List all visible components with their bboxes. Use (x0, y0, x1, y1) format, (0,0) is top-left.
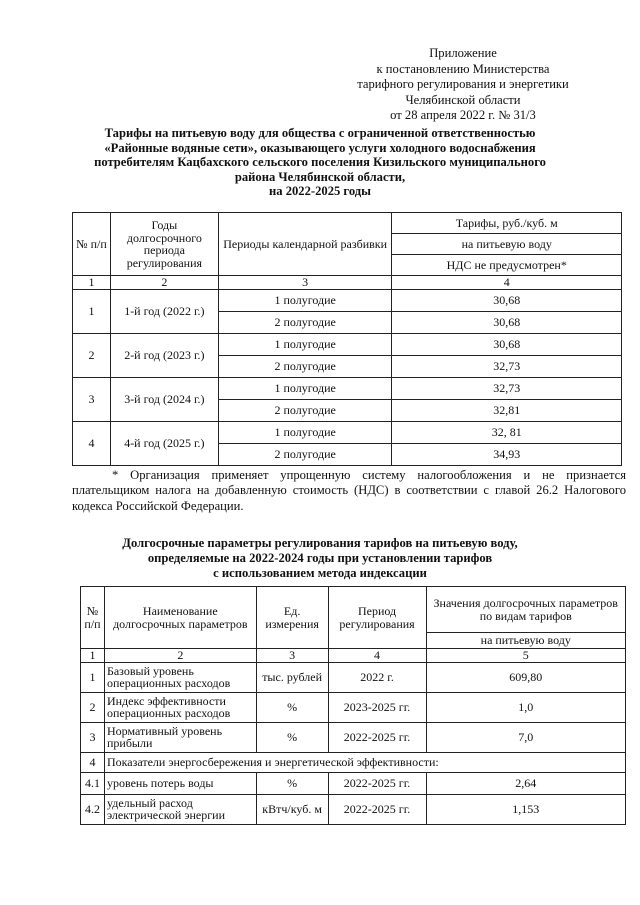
row-value: 32,81 (392, 399, 622, 421)
row-num: 2 (81, 692, 105, 722)
row-value: 34,93 (392, 443, 622, 465)
appendix-header (300, 46, 626, 124)
row-period: 2022-2025 гг. (328, 772, 426, 794)
row-period: 2022 г. (328, 662, 426, 692)
row-name: уровень потерь воды (104, 772, 256, 794)
parameters-title (60, 536, 580, 580)
row-num: 1 (81, 662, 105, 692)
row-period: 2 полугодие (218, 355, 392, 377)
table-row (81, 794, 626, 824)
row-period: 1 полугодие (218, 333, 392, 355)
footnote-text: * Организация применяет упрощенную систему налогообложения и не признается плательщиком налога на добавленную стоимость (НДС) в соответствии с главой 26.2 Налогового кодекса Российской Федерации. (72, 468, 626, 513)
row-period: 2 полугодие (218, 311, 392, 333)
row-unit: % (256, 722, 328, 752)
title-line: района Челябинской области, (234, 169, 406, 184)
row-num: 4.1 (81, 772, 105, 794)
row-name: Базовый уровень операционных расходов (104, 662, 256, 692)
row-unit: % (256, 692, 328, 722)
header-num: № п/п (73, 213, 111, 276)
row-num: 4.2 (81, 794, 105, 824)
row-value: 30,68 (392, 311, 622, 333)
table-row (73, 289, 622, 311)
row-period: 1 полугодие (218, 289, 392, 311)
vat-footnote (72, 468, 626, 514)
title-line: с использованием метода индексации (213, 565, 427, 580)
row-period: 2 полугодие (218, 399, 392, 421)
header-vat: НДС не предусмотрен* (392, 255, 622, 276)
row-value: 32, 81 (392, 421, 622, 443)
row-period: 2 полугодие (218, 443, 392, 465)
title-line: определяемые на 2022-2024 годы при установлении тарифов (147, 550, 493, 565)
title-line: на 2022-2025 годы (269, 184, 371, 199)
row-period: 1 полугодие (218, 377, 392, 399)
column-number: 1 (73, 276, 111, 290)
appendix-line: от 28 апреля 2022 г. № 31/3 (390, 108, 536, 123)
table-row (81, 722, 626, 752)
column-number: 1 (81, 649, 105, 663)
header-years: Годы долгосрочного периода регулирования (110, 213, 218, 276)
parameters-table (80, 586, 626, 825)
row-name: Индекс эффективности операционных расходов (104, 692, 256, 722)
row-year: 4-й год (2025 г.) (110, 421, 218, 465)
row-value: 609,80 (426, 662, 626, 692)
row-num: 1 (73, 289, 111, 333)
table-row (73, 421, 622, 443)
column-number: 4 (392, 276, 622, 290)
title-line: «Районные водяные сети», оказывающего услуги холодного водоснабжения (104, 140, 536, 155)
row-unit: кВтч/куб. м (256, 794, 328, 824)
tariff-title (60, 126, 580, 199)
row-year: 2-й год (2023 г.) (110, 333, 218, 377)
table-row (81, 752, 626, 772)
header-period: Период регулирования (328, 587, 426, 649)
table-row (73, 377, 622, 399)
header-periods: Периоды календарной разбивки (218, 213, 392, 276)
row-unit: тыс. рублей (256, 662, 328, 692)
tariff-table (72, 212, 622, 466)
row-value: 30,68 (392, 333, 622, 355)
row-year: 3-й год (2024 г.) (110, 377, 218, 421)
column-number: 3 (218, 276, 392, 290)
header-water: на питьевую воду (426, 633, 626, 649)
table-row (81, 662, 626, 692)
title-line: Тарифы на питьевую воду для общества с ограниченной ответственностью (104, 126, 536, 140)
row-value: 32,73 (392, 355, 622, 377)
row-value: 1,0 (426, 692, 626, 722)
row-value: 7,0 (426, 722, 626, 752)
row-unit: % (256, 772, 328, 794)
header-water: на питьевую воду (392, 234, 622, 255)
column-number: 2 (110, 276, 218, 290)
row-period: 1 полугодие (218, 421, 392, 443)
row-value: 30,68 (392, 289, 622, 311)
header-name: Наименование долгосрочных параметров (104, 587, 256, 649)
row-period: 2022-2025 гг. (328, 794, 426, 824)
header-unit: Ед. измерения (256, 587, 328, 649)
title-line: потребителям Кацбахского сельского поселения Кизильского муниципального (94, 155, 546, 170)
table-row (73, 333, 622, 355)
appendix-line: Челябинской области (405, 92, 521, 107)
appendix-line: к постановлению Министерства (376, 61, 550, 76)
row-num: 4 (81, 752, 105, 772)
row-num: 2 (73, 333, 111, 377)
header-num: № п/п (81, 587, 105, 649)
appendix-line: тарифного регулирования и энергетики (357, 77, 569, 92)
row-name: удельный расход электрической энергии (104, 794, 256, 824)
row-num: 3 (73, 377, 111, 421)
table-row (81, 772, 626, 794)
table-row (81, 692, 626, 722)
column-number: 4 (328, 649, 426, 663)
section-label: Показатели энергосбережения и энергетической эффективности: (104, 752, 625, 772)
row-num: 3 (81, 722, 105, 752)
header-values: Значения долгосрочных параметров по видам тарифов (426, 587, 626, 633)
column-number: 3 (256, 649, 328, 663)
title-line: Долгосрочные параметры регулирования тарифов на питьевую воду, (122, 536, 518, 550)
row-period: 2023-2025 гг. (328, 692, 426, 722)
row-year: 1-й год (2022 г.) (110, 289, 218, 333)
row-num: 4 (73, 421, 111, 465)
row-period: 2022-2025 гг. (328, 722, 426, 752)
row-name: Нормативный уровень прибыли (104, 722, 256, 752)
row-value: 1,153 (426, 794, 626, 824)
row-value: 2,64 (426, 772, 626, 794)
header-tariffs: Тарифы, руб./куб. м (392, 213, 622, 234)
column-number: 5 (426, 649, 626, 663)
row-value: 32,73 (392, 377, 622, 399)
appendix-line: Приложение (429, 46, 497, 60)
column-number: 2 (104, 649, 256, 663)
